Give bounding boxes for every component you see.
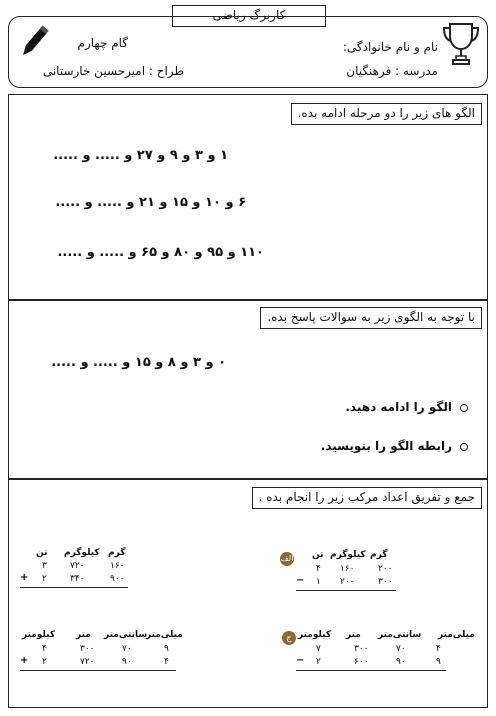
bullet-icon bbox=[460, 404, 468, 412]
digit-cell: ۷۲۰ bbox=[80, 657, 95, 667]
operator: − bbox=[296, 575, 305, 586]
digit-cell: ۹۰ bbox=[122, 657, 132, 667]
digit-cell: ۷۰ bbox=[396, 644, 406, 654]
trophy-icon bbox=[440, 20, 482, 66]
digit-cell: ۱۶۰ bbox=[110, 561, 125, 571]
section-divider bbox=[8, 478, 488, 480]
problem-badge: ج bbox=[282, 631, 296, 645]
unit-label: سانتی‌متر bbox=[104, 630, 148, 640]
section-divider bbox=[8, 299, 488, 301]
question-relation: رابطه الگو را بنویسید. bbox=[321, 439, 468, 453]
operator: + bbox=[20, 655, 29, 666]
digit-cell: ۳۰۰ bbox=[80, 644, 95, 654]
operator: − bbox=[296, 655, 305, 666]
pattern-row: ۱ و ۳ و ۹ و ۲۷ و ..... و ..... bbox=[53, 148, 228, 163]
answer-line bbox=[296, 670, 446, 671]
digit-cell: ۲ bbox=[42, 574, 47, 584]
section2-instruction: با توجه به الگوی زیر به سوالات پاسخ بده. bbox=[260, 307, 482, 329]
unit-label: کیلومتر bbox=[298, 630, 332, 640]
digit-cell: ۴ bbox=[164, 657, 169, 667]
grade-label: گام چهارم bbox=[77, 36, 128, 50]
digit-cell: ۹۰ bbox=[396, 657, 406, 667]
unit-label: متر bbox=[346, 630, 361, 640]
question-continue: الگو را ادامه دهید. bbox=[345, 400, 468, 414]
digit-cell: ۲ bbox=[316, 657, 321, 667]
digit-cell: ۹ bbox=[436, 657, 441, 667]
digit-cell: ۲۰۰ bbox=[378, 564, 393, 574]
unit-label: متر bbox=[76, 630, 91, 640]
unit-label: کیلوگرم bbox=[64, 548, 100, 558]
name-field-label: نام و نام خانوادگی: bbox=[342, 40, 438, 54]
unit-label: کیلوگرم bbox=[330, 550, 366, 560]
worksheet-title: کاربرگ ریاضی bbox=[172, 5, 326, 27]
digit-cell: ۷۲۰ bbox=[70, 561, 85, 571]
pencil-icon bbox=[14, 22, 54, 62]
unit-label: تن bbox=[312, 550, 324, 560]
unit-label: تن bbox=[36, 548, 48, 558]
digit-cell: ۹۰۰ bbox=[110, 574, 125, 584]
pattern-row: ۶ و ۱۰ و ۱۵ و ۲۱ و ..... و ..... bbox=[55, 195, 246, 210]
digit-cell: ۹ bbox=[164, 644, 169, 654]
answer-line bbox=[20, 670, 176, 671]
pattern-sequence: ۰ و ۳ و ۸ و ۱۵ و ..... و ..... bbox=[51, 355, 226, 370]
section1-instruction: الگو های زیر را دو مرحله ادامه بده. bbox=[291, 103, 482, 125]
digit-cell: ۲۰۰ bbox=[340, 577, 355, 587]
digit-cell: ۳۰۰ bbox=[354, 644, 369, 654]
digit-cell: ۳۴۰ bbox=[70, 574, 85, 584]
digit-cell: ۷۰ bbox=[122, 644, 132, 654]
unit-label: کیلومتر bbox=[22, 630, 56, 640]
unit-label: گرم bbox=[370, 550, 388, 560]
operator: + bbox=[20, 572, 29, 583]
digit-cell: ۱۶۰ bbox=[340, 564, 355, 574]
digit-cell: ۷ bbox=[316, 644, 321, 654]
unit-label: سانتی‌متر bbox=[378, 630, 422, 640]
digit-cell: ۴ bbox=[436, 644, 441, 654]
answer-line bbox=[20, 587, 128, 588]
digit-cell: ۶۰۰ bbox=[354, 657, 369, 667]
answer-line bbox=[296, 590, 396, 591]
bullet-icon bbox=[460, 443, 468, 451]
unit-label: میلی‌متر bbox=[146, 630, 183, 640]
digit-cell: ۱ bbox=[316, 577, 321, 587]
digit-cell: ۳۰۰ bbox=[378, 577, 393, 587]
digit-cell: ۲ bbox=[42, 657, 47, 667]
pattern-row: ۱۱۰ و ۹۵ و ۸۰ و ۶۵ و ..... و ..... bbox=[57, 245, 264, 260]
digit-cell: ۴ bbox=[316, 564, 321, 574]
school-label: مدرسه : فرهنگیان bbox=[346, 64, 438, 78]
problem-badge: الف bbox=[280, 552, 294, 566]
unit-label: میلی‌متر bbox=[438, 630, 475, 640]
digit-cell: ۳ bbox=[42, 561, 47, 571]
designer-label: طراح : امیرحسین خارستانی bbox=[42, 64, 184, 78]
digit-cell: ۴ bbox=[42, 644, 47, 654]
section3-instruction: جمع و تفریق اعداد مرکب زیر را انجام بده . bbox=[252, 487, 482, 509]
unit-label: گرم bbox=[108, 548, 126, 558]
